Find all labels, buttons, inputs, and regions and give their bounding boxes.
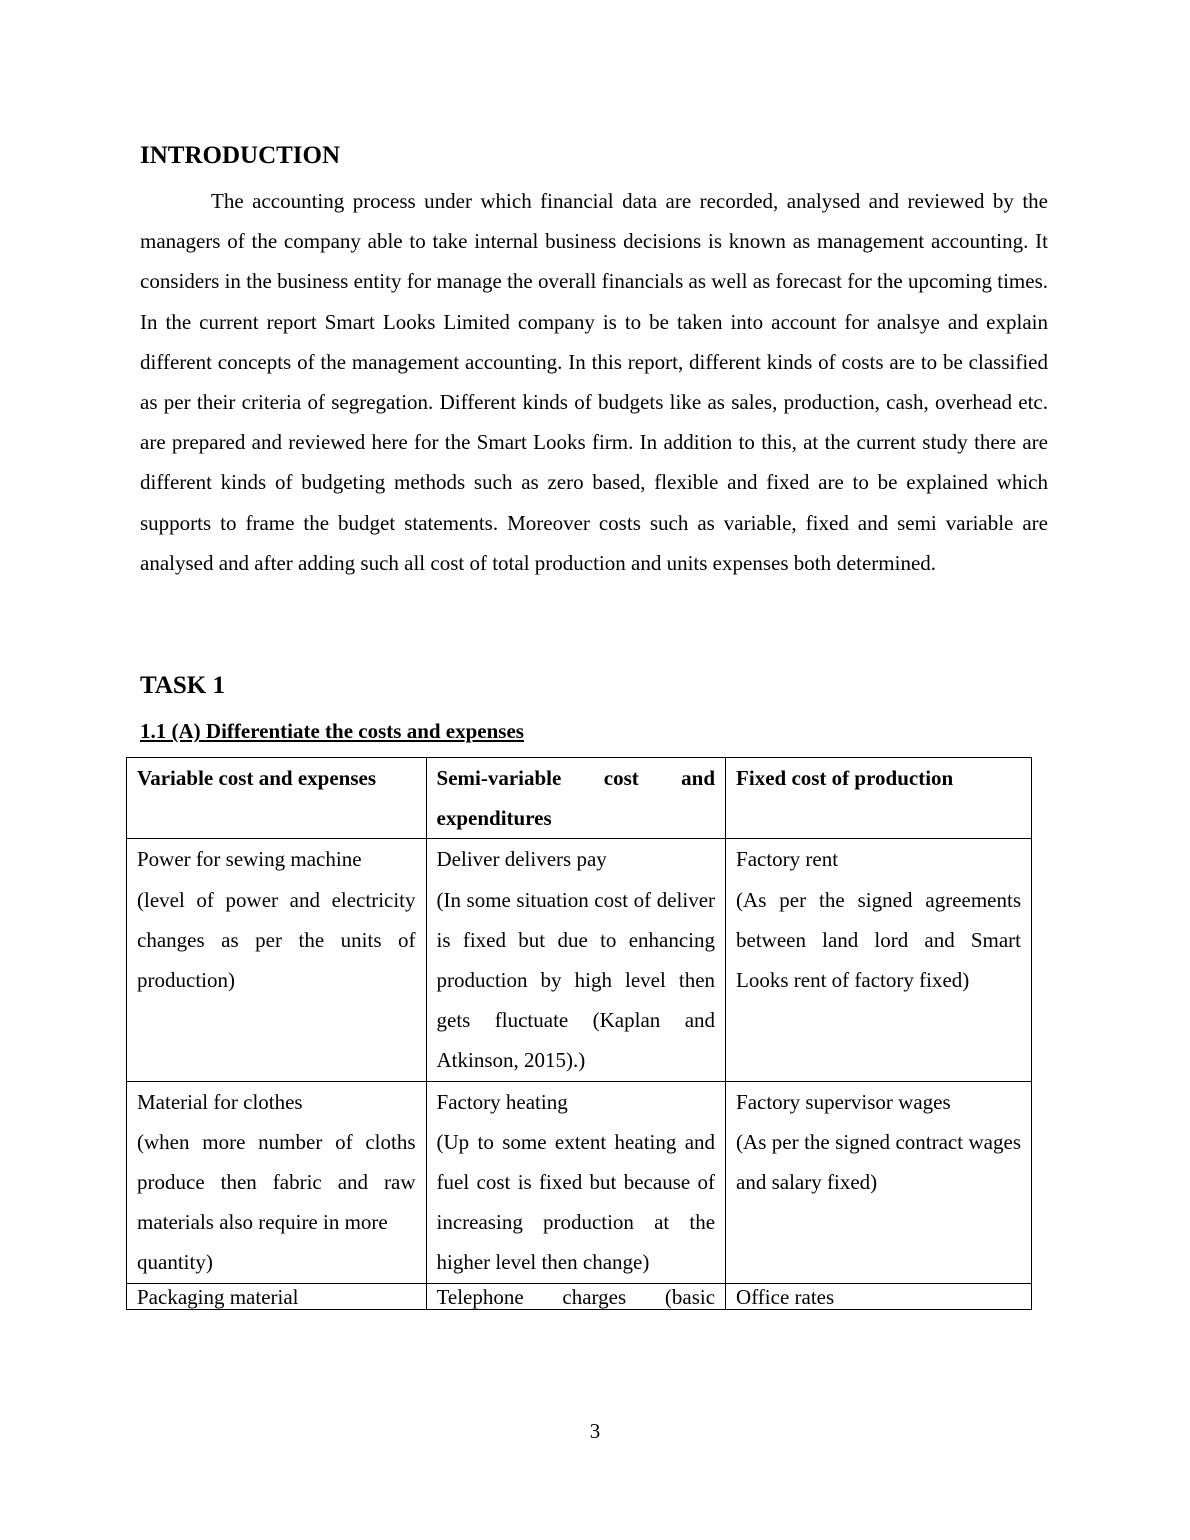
- cell-description: (As per the signed contract wages and salary fixed): [736, 1129, 1021, 1195]
- table-header-row: [127, 758, 1032, 839]
- cell-title: Packaging material: [137, 1284, 299, 1309]
- cell-title: Factory supervisor wages: [736, 1089, 951, 1114]
- task-heading: TASK 1: [140, 672, 225, 699]
- table-cell-semi-variable: [426, 839, 726, 1081]
- cell-title: Material for clothes: [137, 1089, 303, 1114]
- cell-description: (In some situation cost of deliver is fixed but due to enhancing production by high level then gets fluctuate (Kaplan and Atkinson, 2015).): [436, 887, 716, 1073]
- cell-title: Power for sewing machine: [137, 847, 362, 872]
- cell-description-continued: quantity): [137, 1250, 213, 1275]
- table-row: [127, 839, 1032, 1081]
- cell-title: Office rates: [736, 1284, 835, 1309]
- header-variable-cost: Variable cost and expenses: [127, 758, 427, 839]
- cell-title: Deliver delivers pay: [436, 847, 607, 872]
- table-row: [127, 1283, 1032, 1309]
- cell-description: (Up to some extent heating and fuel cost is fixed but because of increasing production at the higher level then change): [436, 1129, 716, 1275]
- header-fixed-cost: Fixed cost of production: [726, 758, 1032, 839]
- cell-title: Telephone charges (basic: [436, 1284, 716, 1309]
- header-semi-variable-cost: Semi-variable cost and expenditures: [426, 758, 726, 839]
- section-subheading: 1.1 (A) Differentiate the costs and expenses: [140, 719, 524, 743]
- table-cell-fixed: [726, 1081, 1032, 1283]
- table-cell-variable: [127, 839, 427, 1081]
- cell-title: Factory rent: [736, 847, 839, 872]
- table-cell-fixed: [726, 1283, 1032, 1309]
- table-cell-semi-variable: [426, 1283, 726, 1309]
- table-cell-semi-variable: [426, 1081, 726, 1283]
- introduction-paragraph: The accounting process under which financial data are recorded, analysed and reviewed by the managers of the company able to take internal business decisions is known as management accounting. It considers in the business entity for manage the overall financials as well as forecast for the upcoming times. In the current report Smart Looks Limited company is to be taken into account for analsye and explain different concepts of the management accounting. In this report, different kinds of costs are to be classified as per their criteria of segregation. Different kinds of budgets like as sales, production, cash, overhead etc. are prepared and reviewed here for the Smart Looks firm. In addition to this, at the current study there are different kinds of budgeting methods such as zero based, flexible and fixed are to be explained which supports to frame the budget statements. Moreover costs such as variable, fixed and semi variable are analysed and after adding such all cost of total production and units expenses both determined.: [140, 189, 1048, 575]
- cell-title: Factory heating: [436, 1089, 568, 1114]
- table-cell-variable: [127, 1081, 427, 1283]
- introduction-heading: INTRODUCTION: [140, 142, 341, 169]
- table-row: [127, 1081, 1032, 1283]
- cell-description: (when more number of cloths produce then fabric and raw materials also require in more: [137, 1129, 416, 1235]
- table-cell-variable: [127, 1283, 427, 1309]
- table-cell-fixed: [726, 839, 1032, 1081]
- cell-description: (level of power and electricity changes as per the units of production): [137, 887, 416, 993]
- cell-description: (As per the signed agreements between land lord and Smart Looks rent of factory fixed): [736, 887, 1021, 993]
- costs-table: [126, 757, 1032, 1310]
- page-number: 3: [589, 1419, 601, 1443]
